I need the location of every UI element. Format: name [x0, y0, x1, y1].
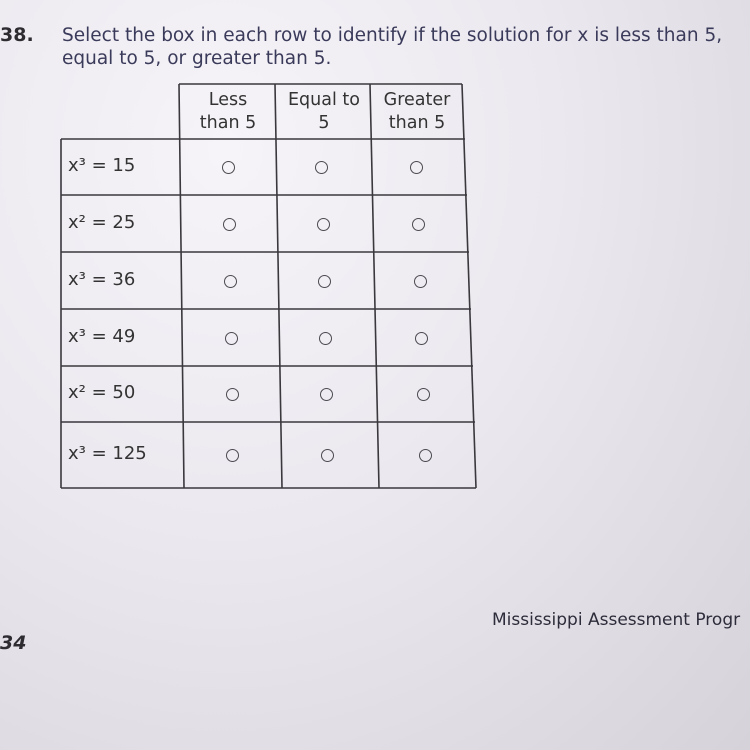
greater-than-5-radio[interactable] [412, 218, 425, 231]
less-than-5-radio[interactable] [224, 275, 237, 288]
greater-than-5-radio[interactable] [410, 161, 423, 174]
equation-label: x³ = 49 [68, 325, 136, 347]
equation-label: x² = 50 [68, 382, 136, 403]
column-header-2 [278, 89, 370, 135]
column-header-line-1: Greater [383, 90, 451, 110]
less-than-5-radio[interactable] [225, 332, 238, 345]
column-header-line-2: than 5 [388, 113, 446, 133]
question-number: 38. [0, 24, 34, 46]
less-than-5-radio[interactable] [226, 388, 239, 401]
equation-label: x³ = 125 [68, 443, 147, 464]
less-than-5-radio[interactable] [226, 449, 239, 462]
column-header-1 [181, 89, 275, 135]
equation-label: x² = 25 [68, 211, 136, 233]
column-header-line-1: Less [208, 90, 248, 110]
question-line-2: equal to 5, or greater than 5. [62, 48, 332, 69]
column-header-line-2: than 5 [199, 113, 257, 133]
column-header-line-1: Equal to [288, 90, 360, 110]
equal-to-5-radio[interactable] [315, 161, 328, 174]
equal-to-5-radio[interactable] [320, 388, 333, 401]
greater-than-5-radio[interactable] [414, 275, 427, 288]
equal-to-5-radio[interactable] [319, 332, 332, 345]
page-number: 34 [0, 632, 27, 654]
less-than-5-radio[interactable] [222, 161, 235, 174]
less-than-5-radio[interactable] [223, 218, 236, 231]
column-header-line-2: 5 [318, 113, 330, 133]
greater-than-5-radio[interactable] [417, 388, 430, 401]
equation-label: x³ = 15 [68, 155, 136, 176]
equal-to-5-radio[interactable] [317, 218, 330, 231]
equal-to-5-radio[interactable] [321, 449, 334, 462]
column-header-3 [372, 89, 462, 135]
question-line-1: Select the box in each row to identify if the solution for x is less than 5, [62, 25, 723, 46]
equal-to-5-radio[interactable] [318, 275, 331, 288]
equation-label: x³ = 36 [68, 268, 136, 290]
greater-than-5-radio[interactable] [415, 332, 428, 345]
greater-than-5-radio[interactable] [419, 449, 432, 462]
footer-program-name: Mississippi Assessment Progr [492, 610, 741, 630]
